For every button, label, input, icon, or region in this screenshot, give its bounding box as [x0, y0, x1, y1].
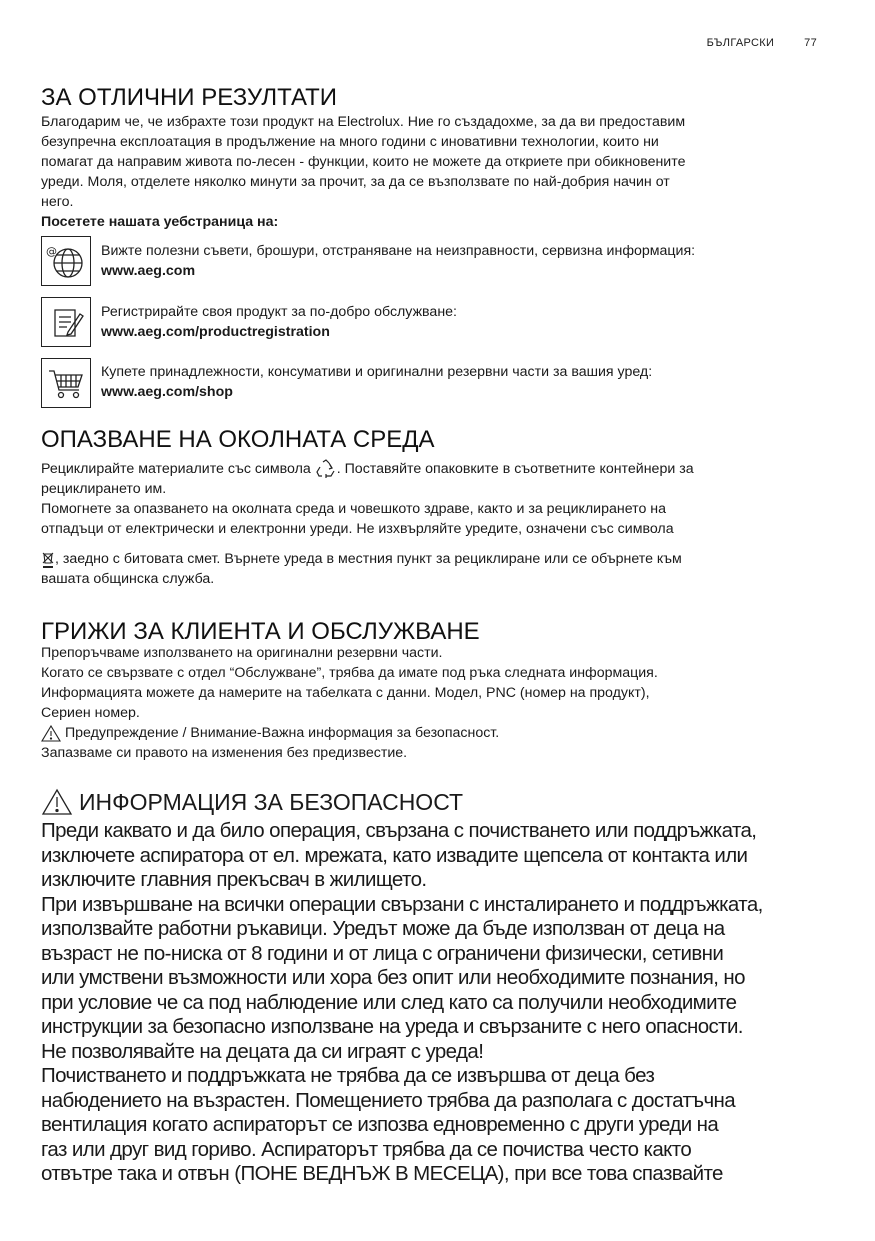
customer-care-text — [41, 643, 831, 763]
warning-text: Предупреждение / Внимание-Важна информация за безопасност. — [61, 725, 500, 741]
environment-line-part: , заедно с битовата смет. Върнете уреда в местния пункт за рециклиране или се обърнете към — [55, 551, 682, 568]
support-text: Вижте полезни съвети, брошури, отстраняване на неизправности, сервизна информация: — [101, 243, 696, 259]
safety-line: отвътре така и отвън (ПОНЕ ВЕДНЪЖ В МЕСЕЦА), при все това спазвайте — [41, 1162, 723, 1185]
safety-line: инструкции за безопасно използване на уреда и свързаните с него опасности. — [41, 1015, 743, 1038]
safety-line: изключите главния прекъсвач в жилището. — [41, 868, 427, 891]
visit-label: Посетете нашата уебстраница на: — [41, 214, 279, 230]
safety-line: изключете аспиратора от ел. мрежата, като извадите щепсела от контакта или — [41, 843, 748, 867]
globe-icon — [41, 236, 91, 286]
environment-line — [41, 549, 831, 569]
crossed-bin-icon — [41, 551, 55, 569]
customer-care-line: Сериен номер. — [41, 705, 140, 721]
environment-title: ОПАЗВАНЕ НА ОКОЛНАТА СРЕДА — [41, 426, 435, 453]
safety-line: При извършване на всички операции свързани с инсталирането и поддръжката, — [41, 892, 763, 916]
svg-text:@: @ — [46, 245, 57, 258]
safety-line: или умствени възможности или хора без опит или необходимите познания, но — [41, 966, 745, 989]
safety-line: възраст не по-ниска от 8 години и от лица с ограничени физически, сетивни — [41, 941, 724, 965]
safety-line: газ или друг вид гориво. Аспираторът трябва да се почиства често както — [41, 1137, 692, 1161]
support-url[interactable]: www.aeg.com — [101, 263, 196, 279]
environment-line-part: Рециклирайте материалите със символа — [41, 461, 311, 477]
customer-care-title: ГРИЖИ ЗА КЛИЕНТА И ОБСЛУЖВАНЕ — [41, 618, 480, 645]
safety-line: използвайте работни ръкавици. Уредът може да бъде използван от деца на — [41, 917, 725, 940]
environment-line: рециклирането им. — [41, 481, 167, 498]
results-line: безупречна експлоатация в продължение на много години с иновативни технологии, които ни — [41, 134, 659, 150]
customer-care-line — [41, 723, 831, 743]
environment-line — [41, 459, 831, 479]
shop-url[interactable]: www.aeg.com/shop — [101, 384, 233, 400]
shop-text: Купете принадлежности, консумативи и оригинални резервни части за вашия уред: — [101, 364, 653, 380]
safety-line: Не позволявайте на децата да си играят с уреда! — [41, 1039, 484, 1063]
safety-line: вентилация когато аспираторът се изпозва едновременно с други уреди на — [41, 1113, 719, 1136]
safety-line: Преди каквато и да било операция, свързана с почистването или поддръжката, — [41, 819, 757, 842]
results-title: ЗА ОТЛИЧНИ РЕЗУЛТАТИ — [41, 84, 338, 111]
customer-care-line: Информацията можете да намерите на табелката с данни. Модел, PNC (номер на продукт), — [41, 685, 650, 701]
registration-url[interactable]: www.aeg.com/productregistration — [101, 324, 330, 340]
shop-link-row — [101, 362, 841, 402]
environment-line-part: . Поставяйте опаковките в съответните контейнери за — [336, 461, 694, 477]
safety-warning-icon — [41, 788, 73, 816]
results-line: уреди. Моля, отделете няколко минути за прочит, за да се възползвате по най-добрия начин от — [41, 174, 670, 190]
registration-icon — [41, 297, 91, 347]
environment-text — [41, 459, 831, 589]
safety-text — [41, 819, 841, 1187]
safety-line: Почистването и поддръжката не трябва да се извършва от деца без — [41, 1064, 655, 1087]
page-number: 77 — [804, 37, 817, 49]
results-line: него. — [41, 194, 74, 210]
customer-care-line: Препоръчваме използването на оригинални резервни части. — [41, 645, 443, 661]
environment-line: Помогнете за опазването на околната среда и човешкото здраве, както и за рециклирането на — [41, 501, 667, 518]
customer-care-line: Когато се свързвате с отдел “Обслужване”, трябва да имате под ръка следната информация. — [41, 665, 658, 681]
shopping-cart-icon — [41, 358, 91, 408]
safety-line: при условие че са под наблюдение или след като са получили необходимите — [41, 990, 737, 1014]
results-line: Благодарим че, че избрахте този продукт на Electrolux. Ние го създадохме, за да ви предоставим — [41, 114, 686, 130]
running-header — [707, 37, 817, 49]
environment-line: вашата общинска служба. — [41, 571, 215, 588]
safety-title-text: ИНФОРМАЦИЯ ЗА БЕЗОПАСНОСТ — [79, 789, 464, 815]
environment-line: отпадъци от електрически и електронни уреди. Не изхвърляйте уредите, означени със символа — [41, 521, 674, 538]
recycle-icon — [315, 459, 337, 479]
registration-link-row — [101, 302, 841, 342]
support-link-row — [101, 241, 841, 281]
results-line: помагат да направим живота по-лесен - функции, които не можете да откриете при обикновените — [41, 154, 686, 170]
header-language: БЪЛГАРСКИ — [706, 37, 775, 49]
warning-icon — [41, 725, 61, 742]
safety-title — [41, 787, 463, 817]
safety-line: набюдението на възрастен. Помещението трябва да разполага с достатъчна — [41, 1088, 736, 1112]
registration-text: Регистрирайте своя продукт за по-добро обслужване: — [101, 304, 457, 320]
customer-care-line: Запазваме си правото на изменения без предизвестие. — [41, 745, 408, 761]
results-intro — [41, 112, 831, 232]
